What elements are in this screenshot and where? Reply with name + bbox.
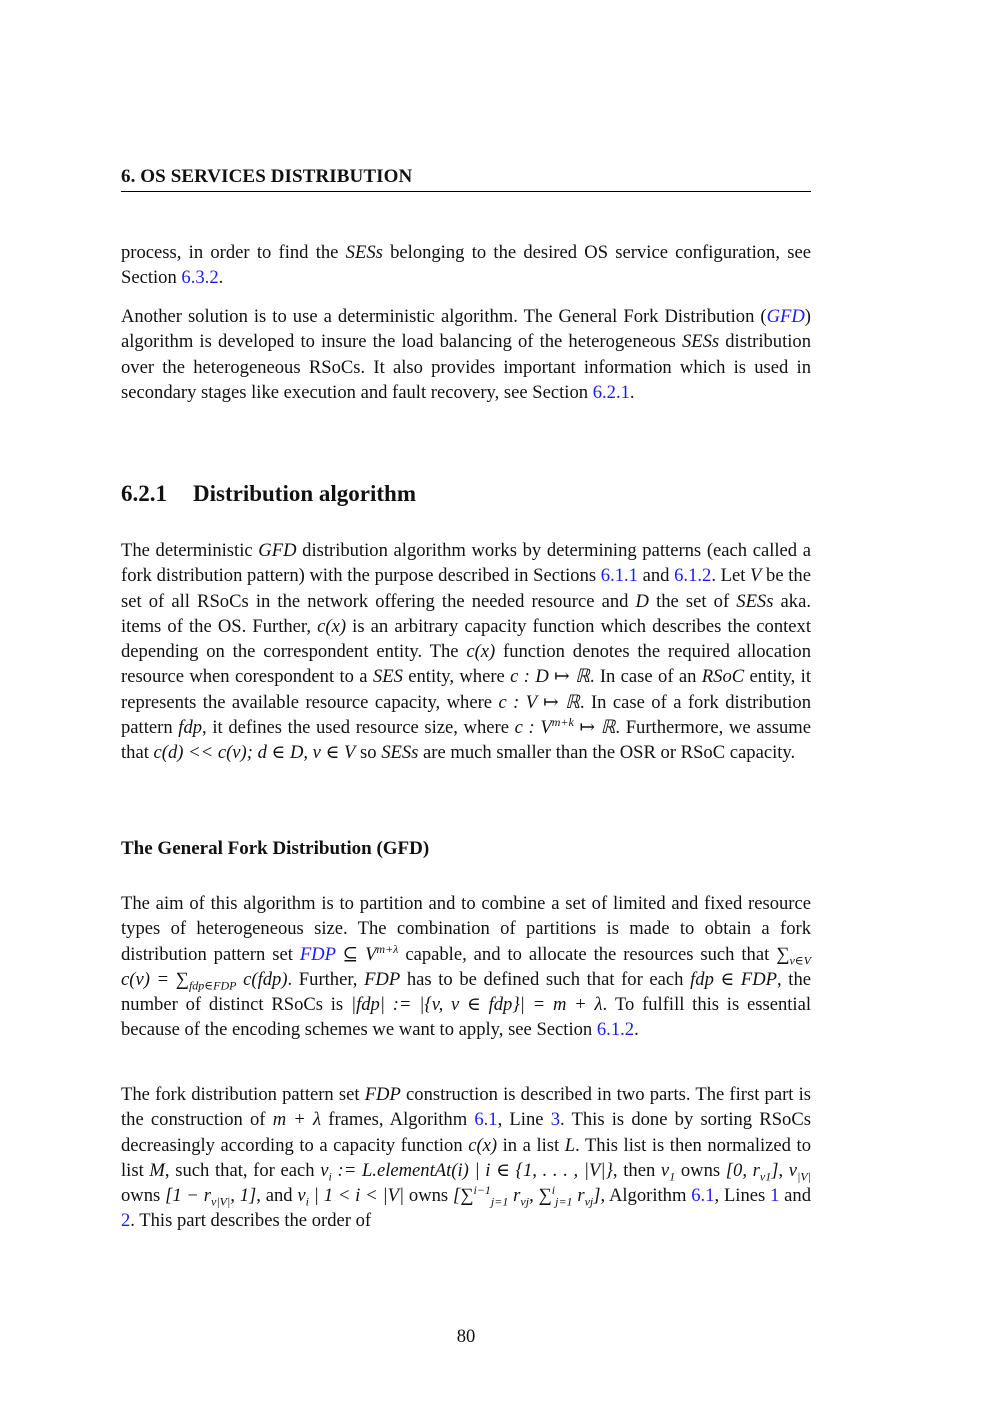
line-ref-link[interactable]: 2: [121, 1210, 131, 1232]
section-ref-link[interactable]: 6.3.2: [181, 267, 219, 289]
section-number: 6.2.1: [121, 481, 167, 506]
line-ref-link[interactable]: 1: [770, 1185, 780, 1207]
section-ref-link[interactable]: 6.1.2: [596, 1019, 635, 1041]
running-head: 6. OS SERVICES DISTRIBUTION: [121, 166, 811, 192]
paragraph-2: Another solution is to use a deterministic algorithm. The General Fork Distribution (GFD) algorithm is developed to insure the load balancing of the heterogeneous SESs distribution over the heterogeneous RSoCs. It also provides important information which is used in secondary stages like execution and fault recovery, see Section 6.2.1.: [121, 306, 812, 403]
paragraph-4: The aim of this algorithm is to partition and to combine a set of limited and fixed resource types of heterogeneous size. The combination of partitions is made to obtain a fork distribution pattern set FDP ⊆ $V^{m+\lambda}$ capable, and to allocate the resources such that $\sum_{v\in V}$ $c(v) = \sum_{fdp\in FDP}$ c(fdp). Further, FDP has to be defined such that for each fdp ∈ FDP, the number of distinct RSoCs is |fdp| := |{v, v ∈ fdp}| = m + λ. To fulfill this is essential because of the encoding schemes we want to apply, see Section 6.1.2.: [121, 893, 812, 1041]
section-title: Distribution algorithm: [193, 481, 416, 506]
algorithm-ref-link[interactable]: 6.1: [691, 1185, 715, 1207]
section-heading: [121, 481, 416, 507]
gfd-acronym-link[interactable]: GFD: [766, 306, 805, 327]
section-ref-link[interactable]: 6.1.2: [674, 565, 712, 587]
subsection-heading: The General Fork Distribution (GFD): [121, 838, 430, 859]
page-number: 80: [456, 1326, 476, 1347]
line-ref-link[interactable]: 3: [550, 1109, 560, 1131]
section-ref-link[interactable]: 6.1.1: [600, 565, 638, 587]
section-ref-link[interactable]: 6.2.1: [592, 381, 630, 403]
paragraph-3: The deterministic GFD distribution algorithm works by determining patterns (each called a fork distribution pattern) with the purpose described in Sections 6.1.1 and 6.1.2. Let V be the set of all RSoCs in the network offering the needed resource and D the set of SESs aka. items of the OS. Further, c(x) is an arbitrary capacity function which describes the context depending on the correspondent entity. The c(x) function denotes the required allocation resource when corespondent to a SES entity, where c : D ↦ ℝ. In case of an RSoC entity, it represents the available resource capacity, where c : V ↦ ℝ. In case of a fork distribution pattern fdp, it defines the used resource size, where c : $V^{m+k}$ ↦ ℝ. Furthermore, we assume that c(d) << c(v); d ∈ D, v ∈ V so SESs are much smaller than the OSR or RSoC capacity.: [121, 540, 812, 764]
fdp-acronym-link[interactable]: FDP: [299, 943, 336, 965]
paragraph-1: process, in order to find the SESs belonging to the desired OS service configuration, see Section 6.3.2.: [121, 242, 811, 289]
algorithm-ref-link[interactable]: 6.1: [474, 1109, 498, 1131]
paragraph-5: The fork distribution pattern set FDP construction is described in two parts. The first part is the construction of m + λ frames, Algorithm 6.1, Line 3. This is done by sorting RSoCs decreasingly according to a capacity function c(x) in a list L. This list is then normalized to list M, such that, for each $v_i$ := L.elementAt(i) | i ∈ {1, . . . , |V|}, then $v_1$ owns [0, $r_{v1}$], $v_{|V|}$ owns [$1 - r_{v|V|}$, 1], and $v_i$ | 1 < i < |V| owns [∑$^{i-1}_{j=1}$ $r_{vj}$, ∑$^i_{j=1}$ $r_{vj}$], Algorithm 6.1, Lines 1 and 2. This part describes the order of: [121, 1084, 812, 1232]
